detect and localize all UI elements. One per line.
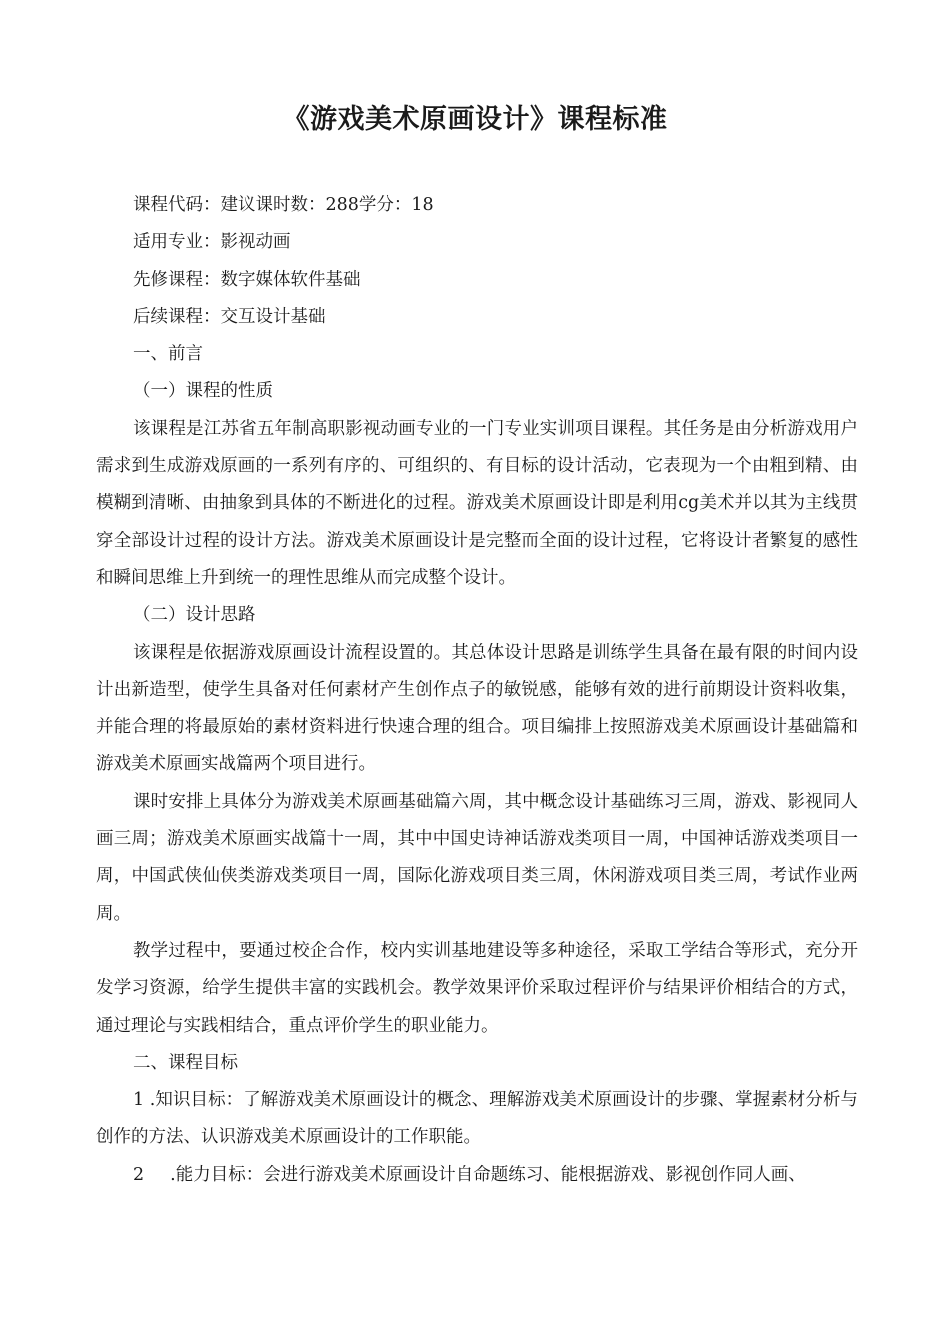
prerequisite-line: 先修课程：数字媒体软件基础 — [133, 269, 361, 290]
objective-text: .能力目标：会进行游戏美术原画设计自命题练习、能根据游戏、影视创作同人画、 — [170, 1164, 806, 1185]
paragraph-design-3: 教学过程中，要通过校企合作，校内实训基地建设等多种途径，采取工学结合等形式，充分开发学习资源，给学生提供丰富的实践机会。教学效果评价采取过程评价与结果评价相结合的方式，通过理论与实践相结合，重点评价学生的职业能力。 — [96, 940, 858, 1036]
paragraph-design-2: 课时安排上具体分为游戏美术原画基础篇六周，其中概念设计基础练习三周，游戏、影视同人画三周；游戏美术原画实战篇十一周，其中中国史诗神话游戏类项目一周，中国神话游戏类项目一周，中国武侠仙侠类游戏类项目一周，国际化游戏项目类三周，休闲游戏项目类三周，考试作业两周。 — [96, 791, 858, 924]
section-heading-objectives: 二、课程目标 — [133, 1052, 238, 1073]
document-title: 《游戏美术原画设计》课程标准 — [282, 104, 668, 135]
paragraph-design-1: 该课程是依据游戏原画设计流程设置的。其总体设计思路是训练学生具备在最有限的时间内设计出新造型，使学生具备对任何素材产生创作点子的敏锐感，能够有效的进行前期设计资料收集，并能合理的将最原始的素材资料进行快速合理的组合。项目编排上按照游戏美术原画设计基础篇和游戏美术原画实战篇两个项目进行。 — [96, 642, 858, 775]
paragraph-nature: 该课程是江苏省五年制高职影视动画专业的一门专业实训项目课程。其任务是由分析游戏用户需求到生成游戏原画的一系列有序的、可组织的、有目标的设计活动，它表现为一个由粗到精、由模糊到清晰、由抽象到具体的不断进化的过程。游戏美术原画设计即是利用cg美术并以其为主线贯穿全部设计过程的设计方法。游戏美术原画设计是完整而全面的设计过程，它将设计者繁复的感性和瞬间思维上升到统一的理性思维从而完成整个设计。 — [96, 418, 858, 588]
subsection-heading-nature: （一）课程的性质 — [133, 381, 273, 402]
objective-number: 1 — [133, 1090, 145, 1111]
major-line: 适用专业：影视动画 — [133, 232, 291, 253]
section-heading-preface: 一、前言 — [133, 344, 203, 365]
course-code-line: 课程代码：建议课时数：288学分：18 — [133, 195, 434, 215]
objective-item-ability — [96, 1157, 858, 1194]
objective-number: 2 — [133, 1164, 145, 1185]
subsection-heading-design: （二）设计思路 — [133, 605, 256, 626]
document-body — [96, 187, 858, 1194]
objective-text: .知识目标：了解游戏美术原画设计的概念、理解游戏美术原画设计的步骤、掌握素材分析与创作的方法、认识游戏美术原画设计的工作职能。 — [96, 1090, 858, 1148]
objective-item-knowledge — [96, 1082, 858, 1157]
followup-line: 后续课程：交互设计基础 — [133, 306, 326, 327]
